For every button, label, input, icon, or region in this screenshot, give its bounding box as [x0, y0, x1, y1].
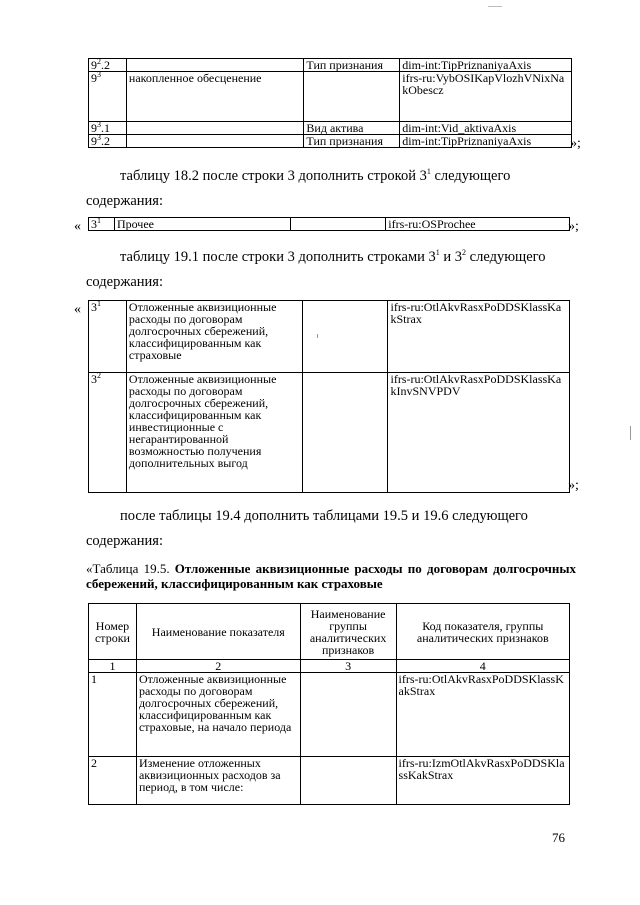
row-number: $9^3$: [89, 72, 127, 122]
row-code: dim-int:TipPriznaniyaAxis: [400, 59, 572, 72]
table-open-quote: «: [74, 302, 81, 317]
table-caption: [86, 561, 576, 591]
row-number: $9^2.2$: [89, 59, 127, 72]
table-continuation: [88, 58, 572, 148]
col-number: 3: [300, 660, 396, 673]
row-group: [302, 373, 388, 493]
row-name: [126, 122, 304, 135]
row-number: $3^1$: [89, 218, 115, 231]
row-group: Тип признания: [304, 59, 400, 72]
row-number: $3^1$: [89, 301, 127, 373]
row-name: [126, 59, 304, 72]
row-number: 1: [89, 673, 137, 757]
table-row: [89, 72, 572, 122]
table-header-row: [89, 604, 570, 660]
scan-artifact-mark: [630, 426, 631, 440]
table-open-quote: «: [74, 219, 81, 234]
table-row: [89, 135, 572, 148]
table-row: [89, 673, 570, 757]
instruction-paragraph: таблицу 19.1 после строки 3 дополнить строками $3^1$ и $3^2$ следующего: [120, 248, 546, 265]
table-col-number-row: [89, 660, 570, 673]
row-name: Прочее: [114, 218, 290, 231]
instruction-paragraph: таблицу 18.2 после строки 3 дополнить строкой $3^1$ следующего: [120, 167, 511, 184]
row-group: [300, 757, 396, 805]
row-code: ifrs-ru:OtlAkvRasxPoDDSKlassKakStrax: [388, 301, 570, 373]
row-name: Отложенные аквизиционные расходы по договорам долгосрочных сбережений, классифицированным как инвестиционные с негарантированной возможностью получения дополнительных выгод: [126, 373, 302, 493]
col-header-group: Наименование группы аналитических признаков: [300, 604, 396, 660]
table-row: [89, 218, 570, 231]
col-number: 1: [89, 660, 137, 673]
scan-artifact-line: [488, 6, 502, 7]
col-number: 2: [136, 660, 300, 673]
table-row: [89, 373, 570, 493]
table-row: [89, 122, 572, 135]
table-close-quote: »;: [570, 136, 581, 151]
row-code: ifrs-ru:OSProchee: [386, 218, 570, 231]
row-number: 2: [89, 757, 137, 805]
table-caption-lead: «Таблица 19.5.: [86, 561, 170, 576]
row-code: ifrs-ru:OtlAkvRasxPoDDSKlassKakStrax: [396, 673, 569, 757]
row-code: ifrs-ru:OtlAkvRasxPoDDSKlassKakInvSNVPDV: [388, 373, 570, 493]
row-number: $9^3.2$: [89, 135, 127, 148]
row-group: [290, 218, 386, 231]
row-name: Изменение отложенных аквизиционных расходов за период, в том числе:: [136, 757, 300, 805]
row-number: $9^3.1$: [89, 122, 127, 135]
instruction-paragraph: после таблицы 19.4 дополнить таблицами 19.5 и 19.6 следующего: [120, 508, 528, 524]
col-number: 4: [396, 660, 569, 673]
row-group: [300, 673, 396, 757]
row-code: dim-int:TipPriznaniyaAxis: [400, 135, 572, 148]
row-code: ifrs-ru:IzmOtlAkvRasxPoDDSKlassKakStrax: [396, 757, 569, 805]
col-header-name: Наименование показателя: [136, 604, 300, 660]
table-close-quote: »;: [568, 219, 579, 234]
table-two-rows: [88, 300, 570, 493]
row-name: [126, 135, 304, 148]
scan-artifact-mark: [317, 334, 318, 338]
row-code: dim-int:Vid_aktivaAxis: [400, 122, 572, 135]
row-name: накопленное обесценение: [126, 72, 304, 122]
row-number: $3^2$: [89, 373, 127, 493]
row-code: ifrs-ru:VybOSIKapVlozhVNixNakObescz: [400, 72, 572, 122]
row-group: Вид актива: [304, 122, 400, 135]
table-caption-title: Отложенные аквизиционные расходы по договорам долгосрочных сбережений, классифицированным как страховые: [86, 561, 576, 591]
table-row: [89, 59, 572, 72]
table-row: [89, 757, 570, 805]
instruction-paragraph-cont: содержания:: [86, 533, 164, 549]
page-number: 76: [552, 830, 565, 845]
row-group: [302, 301, 388, 373]
col-header-number: Номер строки: [89, 604, 137, 660]
row-name: Отложенные аквизиционные расходы по договорам долгосрочных сбережений, классифицированным как страховые, на начало периода: [136, 673, 300, 757]
table-19-5: [88, 603, 570, 805]
instruction-paragraph-cont: содержания:: [86, 274, 164, 290]
row-name: Отложенные аквизиционные расходы по договорам долгосрочных сбережений, классифицированным как страховые: [126, 301, 302, 373]
row-group: Тип признания: [304, 135, 400, 148]
instruction-paragraph-cont: содержания:: [86, 193, 164, 209]
row-group: [304, 72, 400, 122]
table-row: [89, 301, 570, 373]
table-single-row: [88, 217, 570, 231]
col-header-code: Код показателя, группы аналитических признаков: [396, 604, 569, 660]
table-close-quote: »;: [568, 478, 579, 493]
